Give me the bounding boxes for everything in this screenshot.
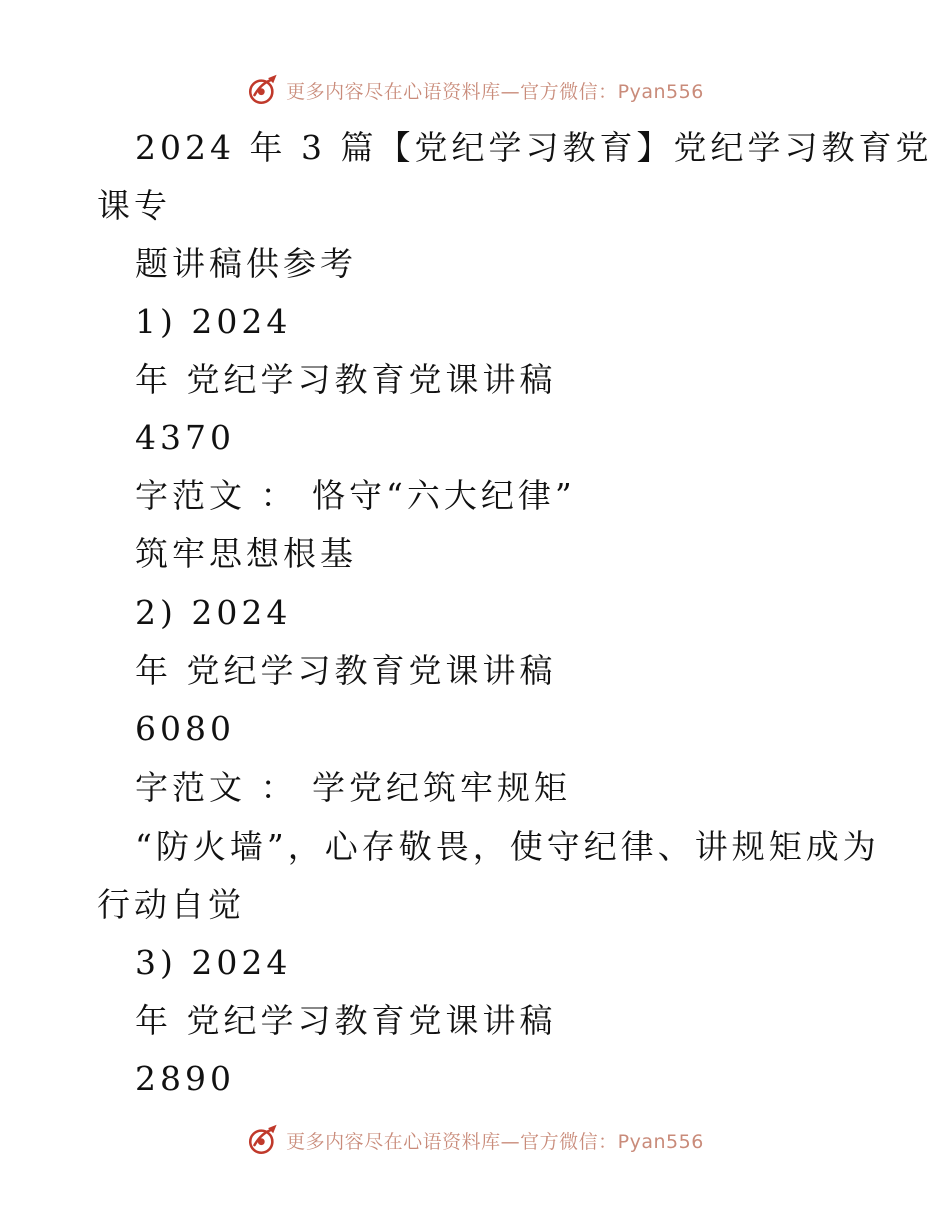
doc-line: 1) 2024 (135, 302, 292, 341)
doc-line: 筑牢思想根基 (135, 534, 357, 573)
doc-line: 2890 (135, 1059, 235, 1098)
doc-line: 字范文 ： 学党纪筑牢规矩 (135, 768, 571, 807)
doc-line: 行动自觉 (97, 885, 245, 924)
doc-line: 4370 (135, 418, 235, 457)
footer-watermark (0, 1120, 950, 1160)
brush-seal-icon (246, 1123, 280, 1157)
doc-line: 字范文 ： 恪守“六大纪律” (135, 476, 576, 515)
doc-title-line-1: 2024 年 3 篇【党纪学习教育】党纪学习教育党 (135, 128, 933, 167)
watermark-text: 更多内容尽在心语资料库—官方微信：Pyan556 (286, 1130, 704, 1153)
watermark-text: 更多内容尽在心语资料库—官方微信：Pyan556 (286, 80, 704, 103)
doc-line: 2) 2024 (135, 593, 292, 632)
doc-title-line-2: 课专 (97, 186, 171, 225)
doc-line: 年 党纪学习教育党课讲稿 (135, 651, 557, 690)
doc-line: “防火墙”，心存敬畏，使守纪律、讲规矩成为 (135, 827, 880, 866)
doc-line: 3) 2024 (135, 943, 292, 982)
doc-line: 年 党纪学习教育党课讲稿 (135, 360, 557, 399)
doc-title-line-3: 题讲稿供参考 (135, 244, 357, 283)
doc-line: 年 党纪学习教育党课讲稿 (135, 1001, 557, 1040)
doc-line: 6080 (135, 709, 235, 748)
